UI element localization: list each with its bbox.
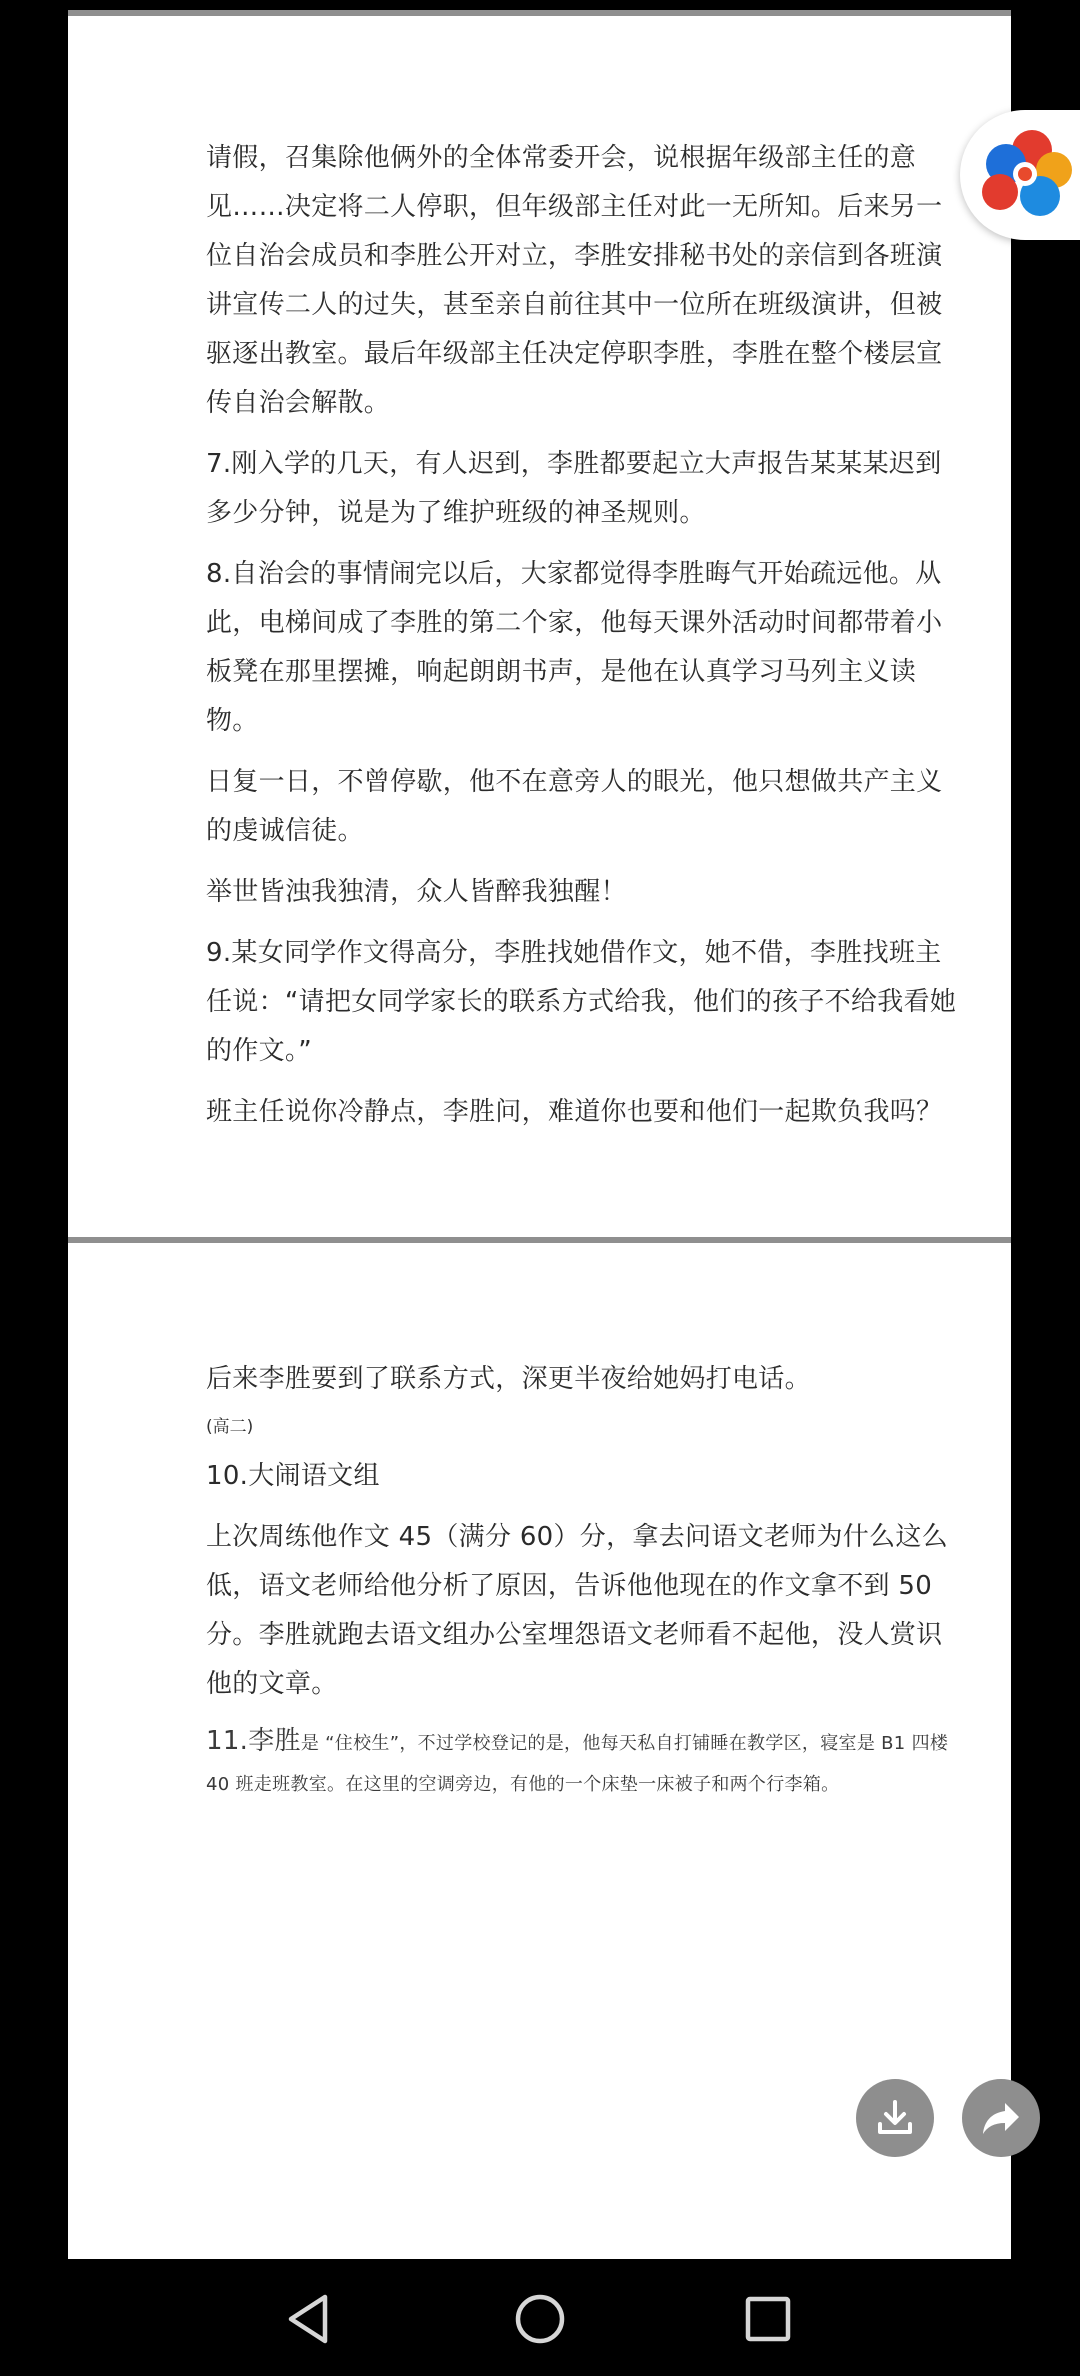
- page2-text: [206, 1355, 966, 1805]
- share-button[interactable]: [962, 2079, 1040, 2157]
- paragraph-item-7: 7.刚入学的几天，有人迟到，李胜都要起立大声报告某某某迟到多少分钟，说是为了维护班级的神圣规则。: [206, 449, 942, 528]
- back-triangle-icon: [283, 2292, 333, 2346]
- item-10-body: 上次周练他作文 45（满分 60）分，拿去问语文老师为什么这么低，语文老师给他分析了原因，告诉他他现在的作文拿不到 50 分。李胜就跑去语文组办公室埋怨语文老师看不起他，没人赏识他的文章。: [206, 1522, 948, 1699]
- recent-apps-button[interactable]: [738, 2289, 798, 2349]
- recent-apps-square-icon: [743, 2294, 793, 2344]
- paragraph-day-after-day: 日复一日，不曾停歇，他不在意旁人的眼光，他只想做共产主义的虔诚信徒。: [206, 767, 943, 846]
- paragraph-intro: 后来李胜要到了联系方式，深更半夜给她妈打电话。: [206, 1364, 811, 1394]
- system-navigation-bar: [0, 2259, 1080, 2376]
- item-11-lead: 11.李胜: [206, 1726, 301, 1756]
- item-10-title: 10.大闹语文组: [206, 1461, 380, 1491]
- paragraph-item-8: 8.自治会的事情闹完以后，大家都觉得李胜晦气开始疏远他。从此，电梯间成了李胜的第二个家，他每天课外活动时间都带着小板凳在那里摆摊，响起朗朗书声，是他在认真学习马列主义读物。: [206, 559, 943, 736]
- paragraph-quote: 举世皆浊我独清，众人皆醉我独醒！: [206, 877, 627, 907]
- floating-app-badge[interactable]: [960, 110, 1080, 240]
- grade-label: (高二): [206, 1417, 254, 1437]
- paragraph-continued: 请假，召集除他俩外的全体常委开会，说根据年级部主任的意见……决定将二人停职，但年级部主任对此一无所知。后来另一位自治会成员和李胜公开对立，李胜安排秘书处的亲信到各班演讲宣传二人的过失，甚至亲自前往其中一位所在班级演讲，但被驱逐出教室。最后年级部主任决定停职李胜，李胜在整个楼层宣传自治会解散。: [206, 143, 943, 418]
- document-page-1: [68, 10, 1011, 1244]
- download-button[interactable]: [856, 2079, 934, 2157]
- colorful-app-logo-icon: [970, 124, 1080, 228]
- download-icon: [875, 2098, 915, 2138]
- back-button[interactable]: [278, 2289, 338, 2349]
- paragraph-teacher-reply: 班主任说你冷静点，李胜问，难道你也要和他们一起欺负我吗？: [206, 1097, 943, 1127]
- home-circle-icon: [513, 2292, 567, 2346]
- paragraph-item-9: 9.某女同学作文得高分，李胜找她借作文，她不借，李胜找班主任说：“请把女同学家长的联系方式给我，他们的孩子不给我看她的作文。”: [206, 938, 957, 1066]
- item-11: [206, 1721, 966, 1805]
- home-button[interactable]: [510, 2289, 570, 2349]
- item-11-body: 是 “住校生”，不过学校登记的是，他每天私自打铺睡在教学区，寝室是 B1 四楼 40 班走班教室。在这里的空调旁边，有他的一个床垫一床被子和两个行李箱。: [206, 1733, 949, 1795]
- share-arrow-icon: [979, 2098, 1023, 2138]
- page1-text: [206, 134, 966, 1137]
